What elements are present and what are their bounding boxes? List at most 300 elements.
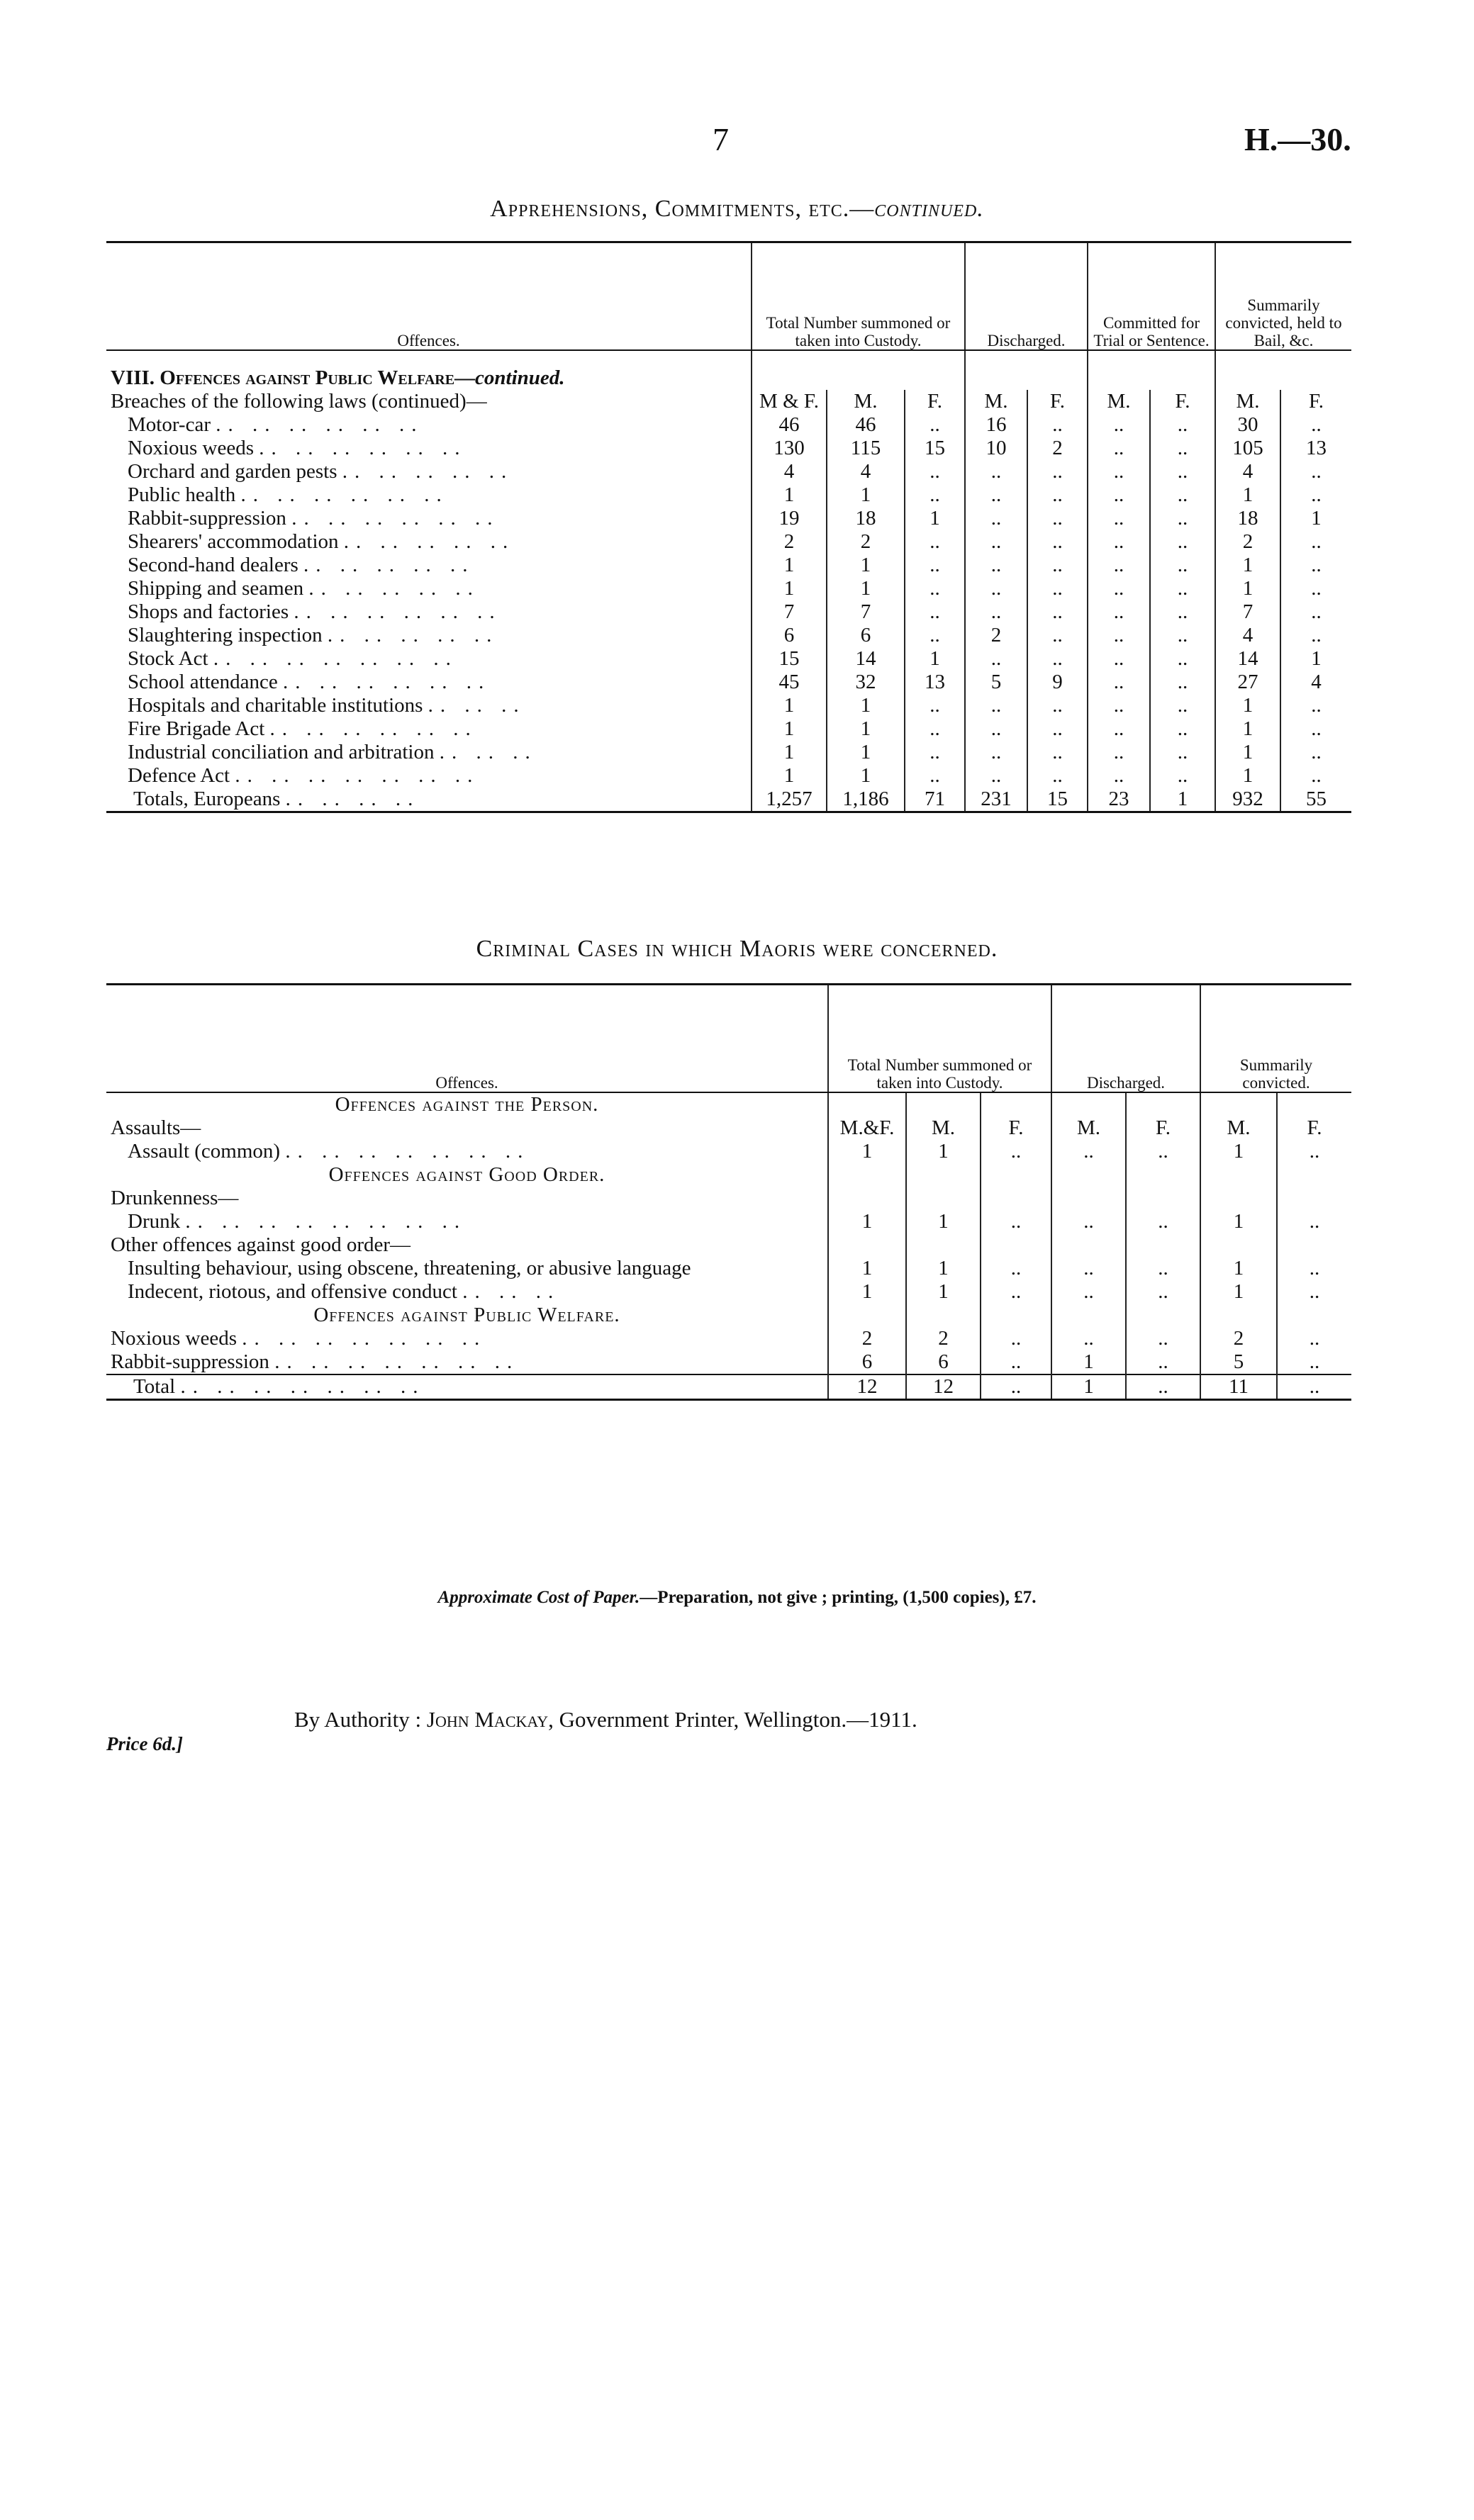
t2-section-order	[106, 1163, 1351, 1187]
cell: ..	[1150, 624, 1215, 647]
cell: ..	[905, 577, 965, 600]
cost-italic: Approximate Cost of Paper.	[437, 1588, 640, 1607]
cell: 7	[752, 600, 827, 624]
cell: 13	[905, 671, 965, 694]
cell: 10	[965, 437, 1027, 460]
total-cell: 1,257	[752, 788, 827, 812]
total-cell: 15	[1027, 788, 1088, 812]
cell: 6	[828, 1350, 906, 1374]
cell: ..	[1088, 624, 1150, 647]
cell: ..	[1280, 600, 1351, 624]
cell: ..	[1150, 647, 1215, 671]
cell: 1	[828, 1140, 906, 1163]
cell: ..	[1126, 1280, 1200, 1304]
cell: ..	[1126, 1257, 1200, 1280]
cell: 1	[1215, 577, 1280, 600]
cell: ..	[905, 717, 965, 741]
t2-assaults-row	[106, 1116, 1351, 1140]
row-label	[106, 741, 752, 764]
noxious-dots: .. .. .. .. .. .. ..	[242, 1327, 487, 1350]
cell: ..	[905, 741, 965, 764]
row-label-text: Fire Brigade Act	[128, 717, 265, 740]
t2-total-row	[106, 1374, 1351, 1400]
cell: ..	[1126, 1350, 1200, 1374]
table-row	[106, 764, 1351, 788]
table1-subhead-row	[106, 390, 1351, 413]
cell: 105	[1215, 437, 1280, 460]
cell: ..	[1027, 413, 1088, 437]
cell: 1	[827, 483, 905, 507]
cell: ..	[1277, 1350, 1351, 1374]
section-title-italic: continued.	[475, 366, 565, 389]
cell: 27	[1215, 671, 1280, 694]
t2-drunk-row	[106, 1210, 1351, 1233]
cell: ..	[1150, 460, 1215, 483]
cell: 2	[828, 1327, 906, 1350]
noxious-label	[106, 1327, 828, 1350]
cell: ..	[1150, 741, 1215, 764]
cell: 1	[1051, 1350, 1126, 1374]
cell: ..	[981, 1374, 1051, 1400]
row-label-text: Public health	[128, 483, 236, 506]
indecent-label	[106, 1280, 828, 1304]
cell: 32	[827, 671, 905, 694]
row-label-text: Noxious weeds	[128, 437, 255, 459]
total-cell: 1,186	[827, 788, 905, 812]
cell: ..	[1280, 694, 1351, 717]
cell: 5	[965, 671, 1027, 694]
cell: ..	[1027, 764, 1088, 788]
cell: 1	[1215, 483, 1280, 507]
cell: ..	[1277, 1210, 1351, 1233]
cell: 1	[752, 764, 827, 788]
row-dots: .. .. .. .. .. .. ..	[213, 647, 458, 670]
t2-total-label	[106, 1374, 828, 1400]
cost-note	[0, 1588, 1474, 1608]
drunk-dots: .. .. .. .. .. .. .. ..	[185, 1210, 467, 1233]
cell: 130	[752, 437, 827, 460]
cell: ..	[1280, 413, 1351, 437]
cell: ..	[905, 460, 965, 483]
apprehensions-table	[106, 241, 1351, 813]
cell: ..	[1088, 554, 1150, 577]
assault-common-text: Assault (common)	[128, 1140, 281, 1163]
row-label	[106, 507, 752, 530]
drunk-label	[106, 1210, 828, 1233]
cell: ..	[981, 1280, 1051, 1304]
cell: ..	[1150, 554, 1215, 577]
noxious-text: Noxious weeds	[111, 1327, 238, 1350]
cell: ..	[965, 741, 1027, 764]
drunkenness-label: Drunkenness—	[111, 1187, 239, 1209]
row-dots: .. .. .. .. .. ..	[240, 483, 449, 506]
cell: 12	[828, 1374, 906, 1400]
cell: ..	[905, 413, 965, 437]
section-person-title: Offences against the Person.	[335, 1093, 599, 1116]
row-dots: .. .. .. .. ..	[343, 530, 515, 553]
table1-caption	[0, 196, 1474, 223]
indecent-dots: .. .. ..	[462, 1280, 561, 1303]
cell: ..	[905, 694, 965, 717]
cell: ..	[965, 694, 1027, 717]
cell: 1	[827, 764, 905, 788]
row-dots: .. .. .. .. ..	[308, 577, 480, 600]
cell: ..	[1280, 554, 1351, 577]
cell: ..	[981, 1140, 1051, 1163]
cell: 9	[1027, 671, 1088, 694]
table-row	[106, 577, 1351, 600]
cell: 1	[827, 554, 905, 577]
totals-label-text: Totals, Europeans	[133, 788, 281, 810]
section-title-main: VIII. Offences against Public Welfare—	[111, 366, 476, 389]
cell: ..	[1150, 437, 1215, 460]
cell: ..	[1150, 577, 1215, 600]
cell: 1	[1200, 1257, 1277, 1280]
cell: ..	[1280, 460, 1351, 483]
cell: 1	[1280, 647, 1351, 671]
cell: 13	[1280, 437, 1351, 460]
cell: 6	[827, 624, 905, 647]
table-row	[106, 624, 1351, 647]
cell: ..	[965, 507, 1027, 530]
cell: ..	[1150, 530, 1215, 554]
subhead-com-m: M.	[1088, 390, 1150, 413]
cell: 6	[906, 1350, 981, 1374]
cell: 1	[905, 647, 965, 671]
row-label	[106, 694, 752, 717]
cell: ..	[1027, 624, 1088, 647]
cell: ..	[1280, 577, 1351, 600]
row-label	[106, 624, 752, 647]
cell: 1	[1280, 507, 1351, 530]
cell: ..	[905, 624, 965, 647]
cell: ..	[965, 483, 1027, 507]
cell: 18	[1215, 507, 1280, 530]
cell: ..	[1150, 694, 1215, 717]
totals-label	[106, 788, 752, 812]
col-committed: Committed for Trial or Sentence.	[1088, 242, 1215, 351]
cell: 7	[827, 600, 905, 624]
table-row	[106, 554, 1351, 577]
row-label-text: Slaughtering inspection	[128, 624, 323, 646]
rabbit-text: Rabbit-suppression	[111, 1350, 269, 1373]
t2-total-dots: .. .. .. .. .. .. ..	[180, 1375, 425, 1398]
table-row	[106, 413, 1351, 437]
t2-noxious-row	[106, 1327, 1351, 1350]
row-dots: .. .. .. .. .. .. ..	[235, 764, 480, 787]
total-cell: 71	[905, 788, 965, 812]
cell: 1	[1215, 694, 1280, 717]
price-note: Price 6d.]	[106, 1733, 183, 1754]
cell: ..	[1280, 717, 1351, 741]
cell: 1	[906, 1280, 981, 1304]
cell: ..	[1088, 460, 1150, 483]
cost-rest: —Preparation, not give ; printing, (1,500 copies), £7.	[640, 1588, 1037, 1607]
rabbit-dots: .. .. .. .. .. .. ..	[274, 1350, 520, 1373]
cell: ..	[1088, 507, 1150, 530]
cell: ..	[1088, 530, 1150, 554]
table-row	[106, 600, 1351, 624]
subhead-sum-m: M.	[1215, 390, 1280, 413]
cell: ..	[1277, 1374, 1351, 1400]
t2-col-summarily: Summarily convicted.	[1200, 985, 1351, 1093]
cell: ..	[905, 600, 965, 624]
row-label-text: Motor-car	[128, 413, 211, 436]
cell: ..	[1027, 507, 1088, 530]
table1-body	[106, 413, 1351, 788]
cell: ..	[905, 483, 965, 507]
t2-col-offences: Offences.	[106, 985, 828, 1093]
cell: 1	[1215, 741, 1280, 764]
t2-subhead: M.	[1200, 1116, 1277, 1140]
cell: 2	[1027, 437, 1088, 460]
cell: 1	[1215, 554, 1280, 577]
t2-col-discharged: Discharged.	[1051, 985, 1200, 1093]
cell: 45	[752, 671, 827, 694]
t2-assault-common-row	[106, 1140, 1351, 1163]
cell: 2	[1215, 530, 1280, 554]
table1-caption-italic: continued.	[874, 196, 984, 222]
row-label-text: Stock Act	[128, 647, 208, 670]
total-cell: 55	[1280, 788, 1351, 812]
cell: 1	[752, 483, 827, 507]
cell: 4	[1215, 624, 1280, 647]
cell: 46	[752, 413, 827, 437]
row-dots: .. .. ..	[428, 694, 526, 717]
cell: ..	[965, 530, 1027, 554]
cell: ..	[1150, 483, 1215, 507]
cell: ..	[1280, 530, 1351, 554]
cell: ..	[1088, 717, 1150, 741]
table-row	[106, 437, 1351, 460]
cell: 4	[827, 460, 905, 483]
row-label	[106, 437, 752, 460]
cell: 14	[1215, 647, 1280, 671]
cell: 1	[752, 577, 827, 600]
row-label-text: Orchard and garden pests	[128, 460, 337, 483]
cell: 16	[965, 413, 1027, 437]
row-label	[106, 554, 752, 577]
table-row	[106, 694, 1351, 717]
cell: ..	[1280, 483, 1351, 507]
cell: ..	[1027, 647, 1088, 671]
cell: ..	[1051, 1257, 1126, 1280]
total-cell: 1	[1150, 788, 1215, 812]
row-dots: .. .. .. .. .. ..	[259, 437, 467, 459]
cell: 18	[827, 507, 905, 530]
cell: ..	[1280, 764, 1351, 788]
cell: ..	[981, 1257, 1051, 1280]
row-dots: .. .. .. .. .. ..	[294, 600, 502, 623]
cell: ..	[1277, 1257, 1351, 1280]
t2-col-total: Total Number summoned or taken into Custody.	[828, 985, 1051, 1093]
cell: ..	[1150, 413, 1215, 437]
t2-section-person	[106, 1092, 1351, 1116]
cell: ..	[1126, 1210, 1200, 1233]
cell: 1	[752, 694, 827, 717]
cell: 5	[1200, 1350, 1277, 1374]
cell: 1	[906, 1210, 981, 1233]
subhead-f: F.	[905, 390, 965, 413]
printer-rest: , Government Printer, Wellington.—1911.	[548, 1707, 917, 1732]
row-label	[106, 647, 752, 671]
table-row	[106, 717, 1351, 741]
printer-name: John Mackay	[426, 1707, 549, 1732]
cell: 1	[752, 554, 827, 577]
row-dots: .. .. ..	[439, 741, 537, 763]
cell: ..	[905, 554, 965, 577]
indecent-text: Indecent, riotous, and offensive conduct	[128, 1280, 457, 1303]
cell: ..	[905, 764, 965, 788]
cell: 1	[827, 717, 905, 741]
section-title	[106, 350, 752, 390]
cell: ..	[965, 577, 1027, 600]
row-dots: .. .. .. .. .. ..	[291, 507, 500, 530]
col-total: Total Number summoned or taken into Custody.	[752, 242, 965, 351]
cell: 4	[1280, 671, 1351, 694]
cell: ..	[1088, 483, 1150, 507]
cell: ..	[1280, 741, 1351, 764]
cell: 7	[1215, 600, 1280, 624]
cell: ..	[1088, 764, 1150, 788]
col-offences: Offences.	[106, 242, 752, 351]
other-label: Other offences against good order—	[111, 1233, 411, 1256]
cell: ..	[1150, 717, 1215, 741]
t2-subhead: F.	[1277, 1116, 1351, 1140]
cell: ..	[1088, 694, 1150, 717]
table-row	[106, 460, 1351, 483]
section-order-title: Offences against Good Order.	[328, 1163, 605, 1186]
row-label	[106, 530, 752, 554]
cell: ..	[1150, 507, 1215, 530]
cell: ..	[965, 600, 1027, 624]
document-reference: H.—30.	[1244, 121, 1351, 157]
cell: ..	[1051, 1280, 1126, 1304]
drunk-text: Drunk	[128, 1210, 181, 1233]
cell: ..	[1027, 530, 1088, 554]
row-label	[106, 717, 752, 741]
subhead-com-f: F.	[1150, 390, 1215, 413]
row-dots: .. .. .. .. .. ..	[216, 413, 424, 436]
cell: ..	[1051, 1210, 1126, 1233]
cell: ..	[965, 554, 1027, 577]
cell: 1	[752, 717, 827, 741]
table1-header-row	[106, 242, 1351, 351]
row-dots: .. .. .. .. .. ..	[283, 671, 491, 693]
cell: 19	[752, 507, 827, 530]
row-label-text: School attendance	[128, 671, 278, 693]
subheading: Breaches of the following laws (continued)—	[111, 390, 487, 413]
t2-indecent-row	[106, 1280, 1351, 1304]
table-row	[106, 671, 1351, 694]
cell: ..	[1088, 437, 1150, 460]
cell: 12	[906, 1374, 981, 1400]
subhead-sum-f: F.	[1280, 390, 1351, 413]
cell: ..	[965, 460, 1027, 483]
cell: 15	[752, 647, 827, 671]
maori-cases-table	[106, 983, 1351, 1401]
cell: 1	[1200, 1140, 1277, 1163]
row-label-text: Hospitals and charitable institutions	[128, 694, 423, 717]
printer-prefix: By Authority :	[294, 1707, 427, 1732]
col-discharged: Discharged.	[965, 242, 1088, 351]
cell: ..	[1051, 1140, 1126, 1163]
cell: ..	[1088, 671, 1150, 694]
t2-insulting-row	[106, 1257, 1351, 1280]
row-label	[106, 460, 752, 483]
row-dots: .. .. .. .. ..	[303, 554, 475, 576]
cell: 1	[906, 1257, 981, 1280]
cell: 30	[1215, 413, 1280, 437]
cell: 1	[752, 741, 827, 764]
cell: ..	[1088, 577, 1150, 600]
cell: ..	[1027, 741, 1088, 764]
page-number: 7	[713, 121, 729, 157]
row-label-text: Rabbit-suppression	[128, 507, 286, 530]
row-label	[106, 413, 752, 437]
row-label-text: Defence Act	[128, 764, 230, 787]
cell: ..	[1027, 600, 1088, 624]
t2-other-row	[106, 1233, 1351, 1257]
cell: ..	[1150, 600, 1215, 624]
cell: 2	[965, 624, 1027, 647]
cell: ..	[1277, 1140, 1351, 1163]
cell: 6	[752, 624, 827, 647]
cell: ..	[1027, 577, 1088, 600]
row-label-text: Industrial conciliation and arbitration	[128, 741, 435, 763]
subhead-dis-f: F.	[1027, 390, 1088, 413]
table2-caption: Criminal Cases in which Maoris were concerned.	[476, 936, 998, 962]
cell: 1	[1200, 1280, 1277, 1304]
cell: 1	[1215, 717, 1280, 741]
t2-subhead: M.&F.	[828, 1116, 906, 1140]
cell: ..	[1088, 647, 1150, 671]
subhead-m: M.	[827, 390, 905, 413]
total-cell: 231	[965, 788, 1027, 812]
cell: ..	[1051, 1327, 1126, 1350]
cell: ..	[981, 1210, 1051, 1233]
t2-section-welfare	[106, 1304, 1351, 1327]
cell: 1	[828, 1210, 906, 1233]
cell: ..	[1126, 1327, 1200, 1350]
total-cell: 932	[1215, 788, 1280, 812]
cell: 14	[827, 647, 905, 671]
cell: ..	[1088, 741, 1150, 764]
table1-totals-row	[106, 788, 1351, 812]
cell: ..	[1088, 413, 1150, 437]
cell: 1	[828, 1280, 906, 1304]
row-label-text: Shipping and seamen	[128, 577, 304, 600]
t2-subhead: F.	[981, 1116, 1051, 1140]
table-row	[106, 483, 1351, 507]
cell: 1	[905, 507, 965, 530]
col-summarily: Summarily convicted, held to Bail, &c.	[1215, 242, 1351, 351]
printer-line	[294, 1707, 917, 1732]
t2-drunkenness-row	[106, 1187, 1351, 1210]
cell: 2	[752, 530, 827, 554]
section-welfare-title: Offences against Public Welfare.	[313, 1304, 620, 1326]
cell: ..	[1027, 694, 1088, 717]
assaults-label: Assaults—	[111, 1116, 201, 1139]
row-label-text: Shops and factories	[128, 600, 289, 623]
row-label	[106, 577, 752, 600]
cell: ..	[981, 1327, 1051, 1350]
cell: 11	[1200, 1374, 1277, 1400]
cell: 1	[827, 577, 905, 600]
row-label	[106, 764, 752, 788]
row-label-text: Second-hand dealers	[128, 554, 298, 576]
t2-rabbit-row	[106, 1350, 1351, 1374]
